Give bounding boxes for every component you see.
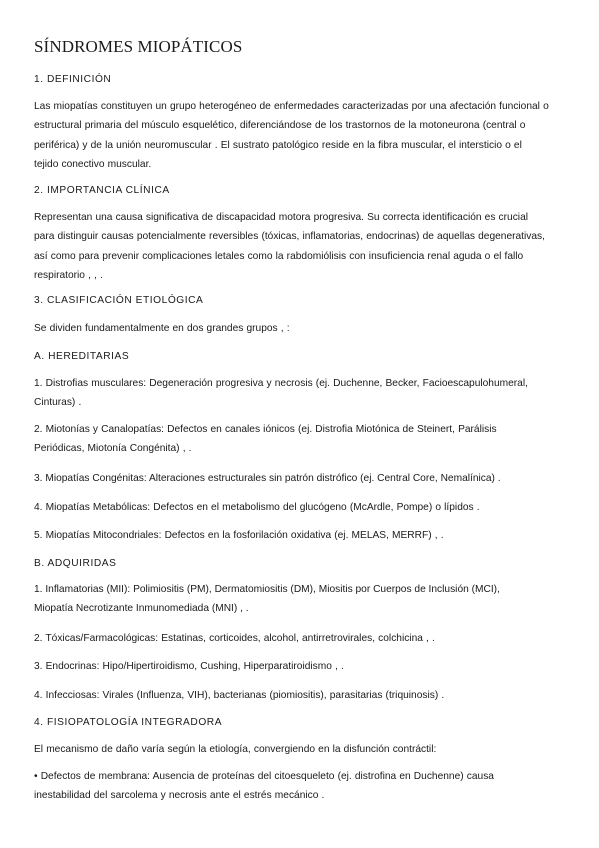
list-item-miopatias-mitocondriales bbox=[34, 526, 570, 545]
text-line: 1. Distrofias musculares: Degeneración progresiva y necrosis (ej. Duchenne, Becker, Facioescapulohumeral, bbox=[34, 378, 528, 389]
list-item-distrofias-musculares bbox=[34, 374, 570, 413]
text-line: 2. Miotonías y Canalopatías: Defectos en canales iónicos (ej. Distrofia Miotónica de Steinert, Parálisis bbox=[34, 424, 497, 435]
bullet-item-defectos-membrana bbox=[34, 767, 570, 806]
text-line: tejido conectivo muscular. bbox=[34, 158, 152, 170]
text-line: El mecanismo de daño varía según la etiología, convergiendo en la disfunción contráctil: bbox=[34, 744, 437, 755]
text-line: Las miopatías constituyen un grupo heterogéneo de enfermedades caracterizadas por una afectación funcional o bbox=[34, 101, 549, 112]
text-line: • Defectos de membrana: Ausencia de proteínas del citoesqueleto (ej. distrofina en Duchenne) causa bbox=[34, 771, 494, 782]
text-line: así como para prevenir complicaciones letales como la rabdomiólisis con insuficiencia renal aguda o el fallo bbox=[34, 250, 524, 262]
text-line: inestabilidad del sarcolema y necrosis ante el estrés mecánico . bbox=[34, 790, 325, 802]
section-heading-clasificacion-etiologica: 3. CLASIFICACIÓN ETIOLÓGICA bbox=[34, 295, 204, 306]
text-line: 3. Endocrinas: Hipo/Hipertiroidismo, Cushing, Hiperparatiroidismo , . bbox=[34, 661, 344, 672]
text-line: Se dividen fundamentalmente en dos grandes grupos , : bbox=[34, 323, 290, 334]
text-line: 3. Miopatías Congénitas: Alteraciones estructurales sin patrón distrófico (ej. Central Core, Nemalínica) . bbox=[34, 473, 501, 484]
section-heading-adquiridas: B. ADQUIRIDAS bbox=[34, 558, 117, 569]
text-line: para distinguir causas potencialmente reversibles (tóxicas, inflamatorias, endocrinas) de aquellas degenerativas, bbox=[34, 231, 545, 243]
paragraph-definicion bbox=[34, 97, 570, 174]
text-line: respiratorio , , . bbox=[34, 269, 103, 281]
list-item-infecciosas bbox=[34, 686, 570, 705]
text-line: 4. Infecciosas: Virales (Influenza, VIH), bacterianas (piomiositis), parasitarias (triquinosis) . bbox=[34, 690, 445, 701]
text-line: 5. Miopatías Mitocondriales: Defectos en la fosforilación oxidativa (ej. MELAS, MERRF) , . bbox=[34, 530, 444, 541]
text-line: 1. Inflamatorias (MII): Polimiositis (PM), Dermatomiositis (DM), Miositis por Cuerpos de Inclusión (MCI), bbox=[34, 584, 500, 595]
text-line: 2. Tóxicas/Farmacológicas: Estatinas, corticoides, alcohol, antirretrovirales, colchicina , . bbox=[34, 633, 435, 644]
paragraph-fisiopatologia-intro bbox=[34, 740, 570, 759]
text-line: Cinturas) . bbox=[34, 397, 82, 409]
list-item-toxicas-farmacologicas bbox=[34, 629, 570, 648]
text-line: Representan una causa significativa de discapacidad motora progresiva. Su correcta identificación es crucial bbox=[34, 212, 528, 223]
section-heading-hereditarias: A. HEREDITARIAS bbox=[34, 351, 130, 362]
paragraph-importancia-clinica bbox=[34, 208, 570, 285]
list-item-miotonias-canalopatias bbox=[34, 420, 570, 459]
list-item-inflamatorias bbox=[34, 580, 570, 619]
list-item-endocrinas bbox=[34, 657, 570, 676]
text-line: Periódicas, Miotonía Congénita) , . bbox=[34, 443, 192, 455]
list-item-miopatias-congenitas bbox=[34, 469, 570, 488]
text-line: estructural primaria del músculo esquelético, diferenciándose de los trastornos de la motoneurona (central o bbox=[34, 120, 526, 132]
document-title: SÍNDROMES MIOPÁTICOS bbox=[34, 37, 243, 56]
text-line: 4. Miopatías Metabólicas: Defectos en el metabolismo del glucógeno (McArdle, Pompe) o lípidos . bbox=[34, 502, 480, 513]
section-heading-fisiopatologia-integradora: 4. FISIOPATOLOGÍA INTEGRADORA bbox=[34, 717, 223, 728]
text-line: Miopatía Necrotizante Inmunomediada (MNI) , . bbox=[34, 603, 249, 615]
text-line: periférica) y de la unión neuromuscular . El sustrato patológico reside en la fibra muscular, el intersticio o el bbox=[34, 139, 522, 151]
paragraph-clasificacion-intro bbox=[34, 319, 570, 338]
list-item-miopatias-metabolicas bbox=[34, 498, 570, 517]
section-heading-definicion: 1. DEFINICIÓN bbox=[34, 74, 112, 85]
section-heading-importancia-clinica: 2. IMPORTANCIA CLÍNICA bbox=[34, 185, 170, 196]
